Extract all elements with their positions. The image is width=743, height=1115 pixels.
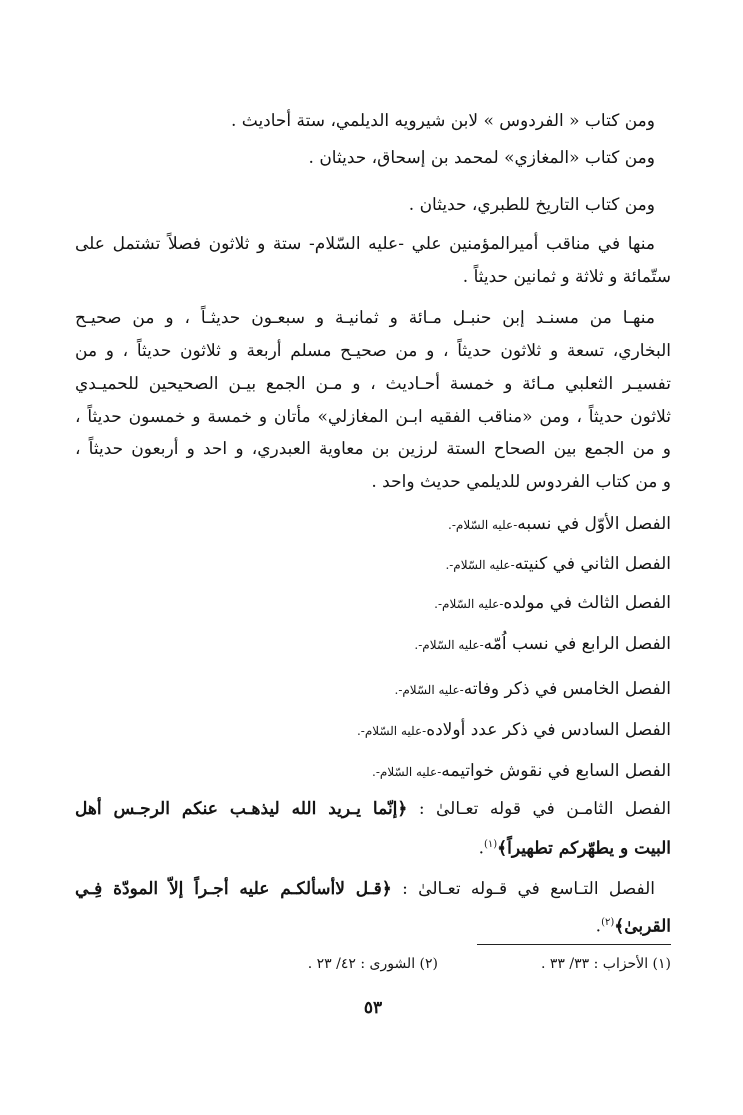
chapter-3	[434, 590, 671, 617]
period: .	[595, 916, 602, 937]
body-line-3: ومن كتاب التاريخ للطبري، حديثان .	[408, 195, 655, 215]
quran-quote: القربىٰ﴾	[614, 916, 671, 937]
chapter-9-line-2	[596, 910, 671, 940]
body-line-6: منهـا من مسنـد إبن حنبـل مـائة و ثمانيـة و سبعـون حديثـاً ، و من صحيـح	[75, 308, 655, 328]
chapter-5	[395, 676, 672, 703]
chapter-title: الفصل السابع في نقوش خواتيمه	[441, 761, 671, 781]
chapter-8-prefix: الفصل الثامـن في قوله تعـالىٰ :	[418, 799, 672, 819]
chapter-1	[448, 511, 671, 538]
chapter-8-line-1	[75, 796, 671, 822]
honorific: -عليه السّلام-.	[372, 765, 442, 779]
body-line-11: و من كتاب الفردوس للديلمي حديث واحد .	[371, 472, 671, 492]
body-line-9: ثلاثون حديثاً ، ومن «مناقب الفقيه ابـن المغازلي» مأتان و خمسة و خمسون حديثاً ،	[75, 407, 671, 427]
quran-quote: ﴿إنّما يـريد الله ليذهـب عنكم الرجـس أهل	[75, 799, 408, 819]
body-line-4: منها في مناقب أميرالمؤمنين علي -عليه السّلام- ستة و ثلاثون فصلاً تشتمل على	[75, 234, 655, 254]
body-line-5: ستّمائة و ثلاثة و ثمانين حديثاً .	[462, 267, 671, 287]
honorific: -عليه السّلام-.	[448, 518, 518, 532]
body-line-2: ومن كتاب «المغازي» لمحمد بن إسحاق، حديثان .	[308, 148, 655, 168]
chapter-title: الفصل الثالث في مولده	[503, 593, 671, 613]
body-line-8: تفسيـر الثعلبي مـائة و خمسة أحـاديث ، و مـن الجمع بيـن الصحيحين للحميـدي	[75, 374, 671, 394]
chapter-title: الفصل السادس في ذكر عدد أولاده	[426, 720, 671, 740]
honorific: -عليه السّلام-.	[394, 683, 464, 697]
chapter-title: الفصل الثاني في كنيته	[514, 554, 671, 574]
chapter-title: الفصل الرابع في نسب اُمّه	[483, 634, 671, 654]
footnote-2: (٢) الشورى : ٤٢/ ٢٣ .	[307, 956, 438, 972]
chapter-9-prefix: الفصل التـاسع في قـوله تعـالىٰ :	[402, 879, 656, 899]
honorific: -عليه السّلام-.	[445, 558, 515, 572]
footnote-mark-1: (١)	[483, 839, 498, 850]
footnote-1: (١) الأحزاب : ٣٣/ ٣٣ .	[540, 956, 671, 972]
quran-quote: ﴿قـل لاأسألكـم عليه أجـراً إلاّ المودّة فِـي	[75, 879, 392, 899]
honorific: -عليه السّلام-.	[356, 724, 427, 738]
footnote-separator	[477, 944, 671, 945]
page-number: ٥٣	[363, 998, 383, 1018]
chapter-2	[445, 551, 671, 578]
chapter-6	[357, 717, 671, 744]
chapter-7	[372, 758, 671, 785]
chapter-title: الفصل الأوّل في نسبه	[517, 514, 671, 534]
footnote-mark-2: (٢)	[601, 917, 615, 928]
chapter-4	[414, 631, 671, 658]
quran-quote: البيت و يطهّركم تطهيراً﴾	[497, 838, 671, 859]
body-line-1: ومن كتاب « الفردوس » لابن شيرويه الديلمي، ستة أحاديث .	[230, 111, 655, 131]
chapter-9-line-1	[75, 876, 655, 902]
honorific: -عليه السّلام-.	[414, 638, 484, 652]
body-line-7: البخاري، تسعة و ثلاثون حديثاً ، و من صحيـح مسلم أربعة و ثلاثون حديثاً ، و من	[75, 341, 671, 361]
chapter-8-line-2	[479, 832, 671, 862]
document-page	[75, 98, 671, 1098]
period: .	[478, 838, 484, 859]
chapter-title: الفصل الخامس في ذكر وفاته	[463, 679, 671, 699]
honorific: -عليه السّلام-.	[434, 597, 504, 611]
body-line-10: و من الجمع بين الصحاح الستة لرزين بن معاوية العبدري، و احد و أربعون حديثاً ،	[75, 439, 671, 459]
